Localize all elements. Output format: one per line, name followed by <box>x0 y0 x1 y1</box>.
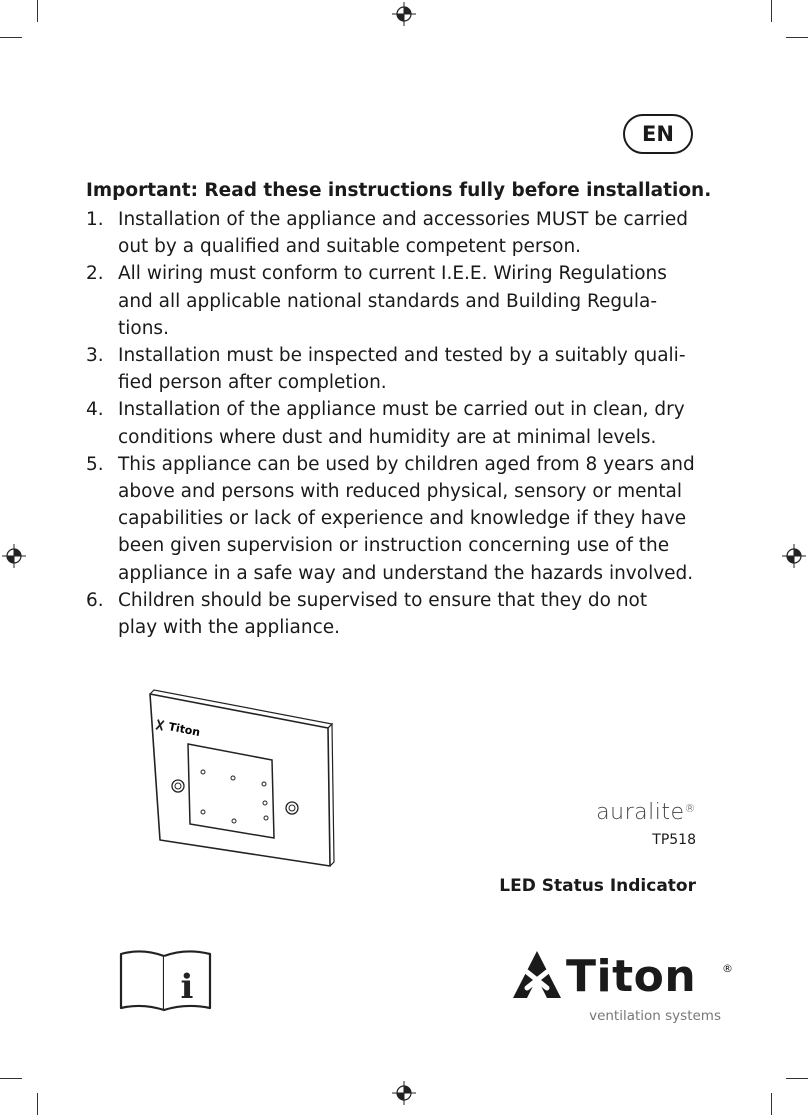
product-illustration <box>140 684 340 874</box>
list-item: 3. Installation must be inspected and tested by a suitably quali- fied person after completion. <box>86 345 686 394</box>
titon-logo-mark: ® <box>722 962 733 975</box>
product-title: LED Status Indicator <box>499 876 696 896</box>
registration-mark-icon <box>782 544 806 568</box>
product-brand: auralite® <box>596 800 696 825</box>
crop-mark <box>786 1078 808 1079</box>
crop-mark <box>0 37 22 38</box>
plate-logo-text: Titon <box>167 720 202 740</box>
instructions-list <box>86 206 706 641</box>
titon-tagline: ventilation systems <box>589 1008 721 1024</box>
crop-mark <box>771 1093 772 1115</box>
instructions-heading: Important: Read these instructions fully before installation. <box>86 180 712 201</box>
titon-logo-text: Titon <box>566 951 697 1002</box>
list-item: 1. Installation of the appliance and accessories MUST be carried out by a qualified and suitable competent person. <box>86 209 688 258</box>
titon-logo-icon <box>510 948 564 1002</box>
language-badge: EN <box>623 114 693 154</box>
registration-mark-icon <box>2 544 26 568</box>
list-item: 2. All wiring must conform to current I.E.E. Wiring Regulations and all applicable national standards and Building Regula- tions. <box>86 263 667 339</box>
registration-mark-icon <box>392 2 416 26</box>
info-icon: i <box>180 967 194 1007</box>
product-model: TP518 <box>652 832 696 848</box>
registration-mark-icon <box>392 1081 416 1105</box>
list-item: 4. Installation of the appliance must be carried out in clean, dry conditions where dust and humidity are at minimal levels. <box>86 399 685 448</box>
list-item: 6. Children should be supervised to ensure that they do not play with the appliance. <box>86 589 648 639</box>
crop-mark <box>0 1078 22 1079</box>
list-item: 5. This appliance can be used by children aged from 8 years and above and persons with reduced physical, sensory or mental capabilities or lack of experience and knowledge if they have been given supervision or instruction concerning use of the appliance in a safe way and understand the hazards involved. <box>86 453 695 584</box>
crop-mark <box>37 1093 38 1115</box>
read-manual-icon <box>118 948 214 1014</box>
crop-mark <box>37 0 38 22</box>
crop-mark <box>786 37 808 38</box>
crop-mark <box>771 0 772 22</box>
